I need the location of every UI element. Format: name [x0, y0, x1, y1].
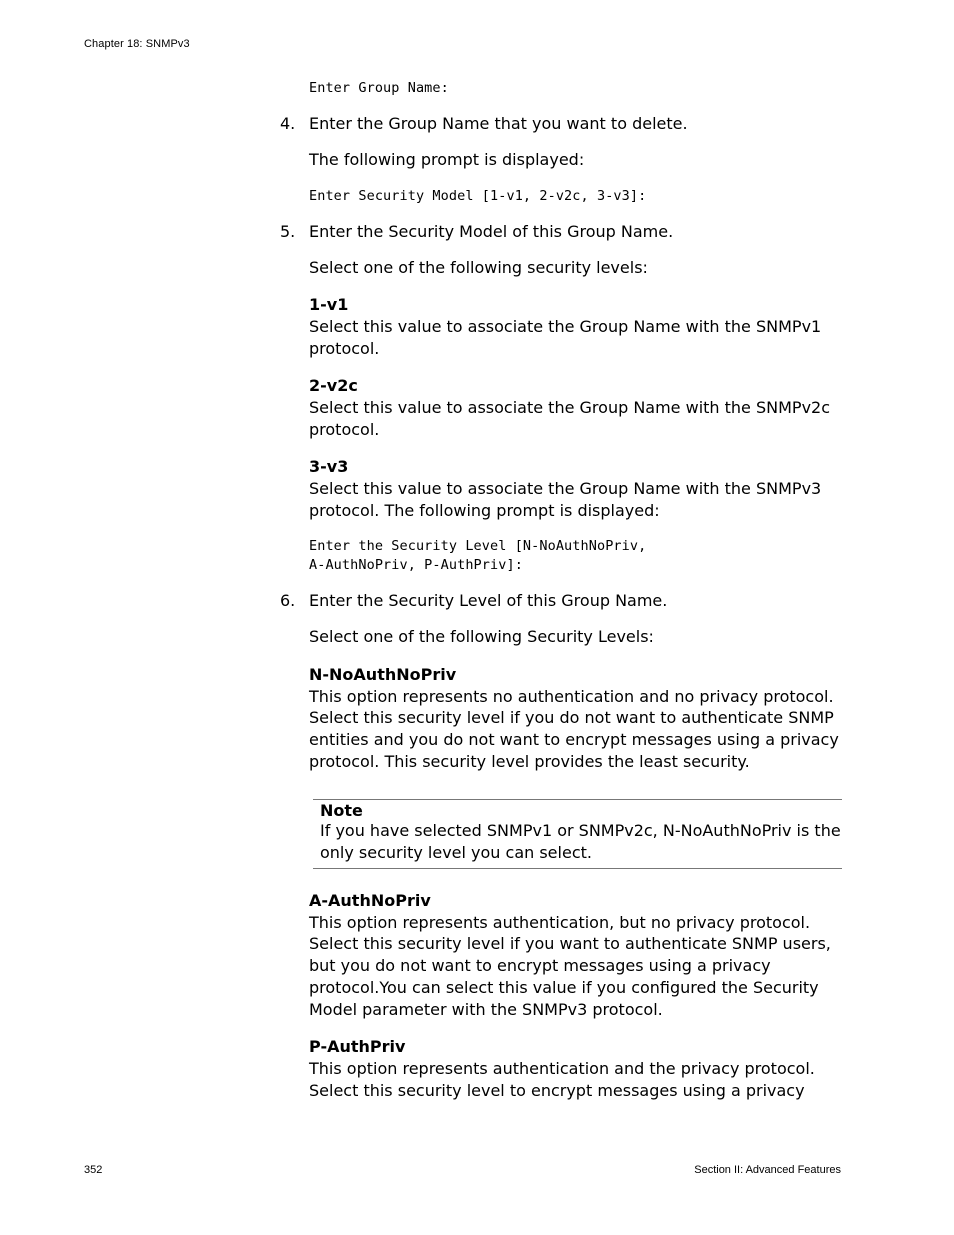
authnopriv-heading: A-AuthNoPriv [309, 891, 431, 910]
code-security-level-prompt-line-1: Enter the Security Level [N-NoAuthNoPriv, [309, 538, 647, 554]
v2c-heading: 2-v2c [309, 376, 358, 395]
code-group-name-prompt: Enter Group Name: [309, 80, 449, 96]
step-6-number: 6. [280, 591, 296, 610]
v1-line-1: Select this value to associate the Group Name with the SNMPv1 [309, 317, 822, 336]
step-4-number: 4. [280, 114, 296, 133]
running-footer: Section II: Advanced Features [694, 1164, 841, 1176]
note-title: Note [320, 801, 363, 820]
note-line-1: If you have selected SNMPv1 or SNMPv2c, N-NoAuthNoPriv is the [320, 821, 841, 840]
authnopriv-line-4: protocol.You can select this value if you configured the Security [309, 978, 819, 997]
authpriv-line-1: This option represents authentication and the privacy protocol. [309, 1059, 815, 1078]
authnopriv-line-5: Model parameter with the SNMPv3 protocol. [309, 1000, 663, 1019]
authnopriv-line-2: Select this security level if you want to authenticate SNMP users, [309, 934, 831, 953]
page-number: 352 [84, 1164, 103, 1176]
code-security-model-prompt: Enter Security Model [1-v1, 2-v2c, 3-v3]: [309, 188, 647, 204]
code-security-level-prompt-line-2: A-AuthNoPriv, P-AuthPriv]: [309, 557, 523, 573]
step-5-number: 5. [280, 222, 296, 241]
authpriv-heading: P-AuthPriv [309, 1037, 406, 1056]
noauthnopriv-heading: N-NoAuthNoPriv [309, 665, 457, 684]
v2c-line-2: protocol. [309, 420, 380, 439]
authnopriv-line-3: but you do not want to encrypt messages using a privacy [309, 956, 771, 975]
v2c-line-1: Select this value to associate the Group Name with the SNMPv2c [309, 398, 831, 417]
prompt-displayed-text: The following prompt is displayed: [309, 150, 585, 169]
v3-heading: 3-v3 [309, 457, 349, 476]
select-levels-text: Select one of the following security levels: [309, 258, 648, 277]
noauthnopriv-line-2: Select this security level if you do not want to authenticate SNMP [309, 708, 834, 727]
authnopriv-line-1: This option represents authentication, but no privacy protocol. [309, 913, 811, 932]
step-5-text: Enter the Security Model of this Group Name. [309, 222, 674, 241]
step-4-text: Enter the Group Name that you want to delete. [309, 114, 688, 133]
running-header: Chapter 18: SNMPv3 [84, 38, 190, 50]
noauthnopriv-line-3: entities and you do not want to encrypt messages using a privacy [309, 730, 839, 749]
noauthnopriv-line-1: This option represents no authentication and no privacy protocol. [309, 687, 834, 706]
v3-line-2: protocol. The following prompt is displayed: [309, 501, 660, 520]
v1-heading: 1-v1 [309, 295, 349, 314]
authpriv-line-2: Select this security level to encrypt messages using a privacy [309, 1081, 805, 1100]
noauthnopriv-line-4: protocol. This security level provides the least security. [309, 752, 750, 771]
note-line-2: only security level you can select. [320, 843, 592, 862]
select-levels-text-2: Select one of the following Security Levels: [309, 627, 654, 646]
v1-line-2: protocol. [309, 339, 380, 358]
v3-line-1: Select this value to associate the Group Name with the SNMPv3 [309, 479, 822, 498]
step-6-text: Enter the Security Level of this Group Name. [309, 591, 668, 610]
